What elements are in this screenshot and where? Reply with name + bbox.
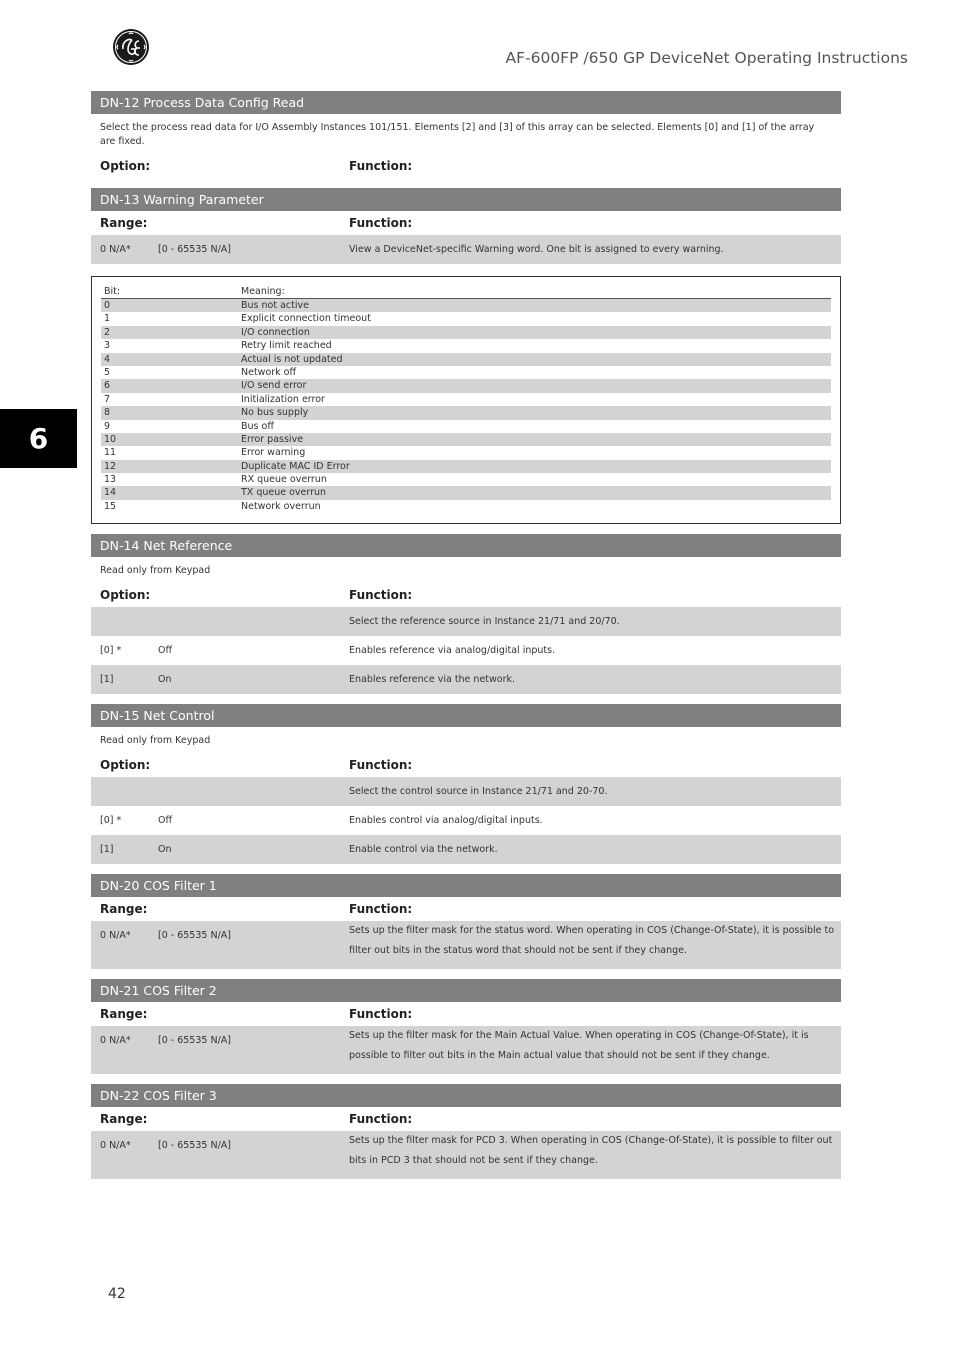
function-label: Function: <box>349 216 413 230</box>
function-text: Sets up the filter mask for PCD 3. When operating in COS (Change-Of-State), it is possible to filter out bits in PCD 3 that should not be sent if they change. <box>349 1135 833 1166</box>
section-title: DN-22 COS Filter 3 <box>91 1084 841 1107</box>
function-text: Enables reference via analog/digital inputs. <box>349 645 556 657</box>
bit-number: 7 <box>104 393 111 405</box>
section-dn12 <box>91 91 841 178</box>
bit-table-row <box>101 500 831 513</box>
bit-table-header <box>101 285 831 299</box>
option-code: [1] <box>100 844 114 856</box>
section-dn20 <box>91 874 841 969</box>
range-label: Range: <box>100 1007 148 1022</box>
function-label: Function: <box>349 902 413 917</box>
bit-meaning: RX queue overrun <box>241 474 327 486</box>
bit-table-row <box>101 393 831 406</box>
bit-meaning: I/O connection <box>241 326 310 338</box>
function-label: Function: <box>349 1007 413 1022</box>
section-description: Read only from Keypad <box>100 565 211 577</box>
bit-number: 9 <box>104 420 111 432</box>
option-function-header <box>91 753 841 777</box>
bit-number: 8 <box>104 407 111 419</box>
section-title: DN-14 Net Reference <box>91 534 841 557</box>
bit-meaning: Explicit connection timeout <box>241 313 371 325</box>
option-row <box>91 806 841 835</box>
option-name: On <box>158 844 172 856</box>
bit-table-row <box>101 379 831 392</box>
range-function-header <box>91 211 841 235</box>
function-label: Function: <box>349 588 413 603</box>
default-value: 0 N/A* <box>100 1140 131 1152</box>
section-dn21 <box>91 979 841 1074</box>
bit-meaning: Initialization error <box>241 393 325 405</box>
option-row <box>91 636 841 665</box>
bit-meaning: Actual is not updated <box>241 353 343 365</box>
bit-meaning: Bus not active <box>241 300 309 311</box>
bit-meaning: Error passive <box>241 433 304 445</box>
bit-table-row <box>101 420 831 433</box>
option-code: [1] <box>100 674 114 686</box>
option-name: Off <box>158 815 173 827</box>
range-value: [0 - 65535 N/A] <box>158 244 231 255</box>
range-value: [0 - 65535 N/A] <box>158 930 231 942</box>
function-text: View a DeviceNet-specific Warning word. One bit is assigned to every warning. <box>349 244 724 255</box>
bit-number: 3 <box>104 340 111 352</box>
bit-number: 15 <box>104 500 117 512</box>
function-text: Enables control via analog/digital inputs. <box>349 815 543 827</box>
bit-number: 11 <box>104 447 117 459</box>
bit-meaning: Retry limit reached <box>241 340 332 352</box>
range-value: [0 - 65535 N/A] <box>158 1140 231 1152</box>
bit-number: 13 <box>104 474 117 486</box>
option-function-header <box>91 583 841 607</box>
function-text: Enable control via the network. <box>349 844 498 856</box>
bit-table-row <box>101 299 831 312</box>
option-code: [0] * <box>100 815 122 827</box>
bit-table-row <box>101 473 831 486</box>
bit-number: 2 <box>104 326 111 338</box>
range-row <box>91 921 841 969</box>
bit-number: 10 <box>104 433 117 445</box>
document-title: AF-600FP /650 GP DeviceNet Operating Instructions <box>505 49 908 67</box>
bit-number: 12 <box>104 460 117 472</box>
option-label: Option: <box>100 758 151 773</box>
main-content <box>91 91 841 1189</box>
function-text: Select the reference source in Instance 21/71 and 20/70. <box>349 616 620 628</box>
bit-number: 4 <box>104 353 111 365</box>
bit-number: 5 <box>104 366 111 378</box>
range-row <box>91 1131 841 1179</box>
section-dn13 <box>91 188 841 264</box>
bit-number: 14 <box>104 487 117 499</box>
section-dn14 <box>91 534 841 694</box>
bit-header: Bit: <box>104 286 121 297</box>
bit-table-row <box>101 339 831 352</box>
ge-logo-icon <box>112 28 150 66</box>
bit-table-row <box>101 326 831 339</box>
option-row <box>91 665 841 694</box>
option-name: Off <box>158 645 173 657</box>
function-text: Sets up the filter mask for the Main Actual Value. When operating in COS (Change-Of-State), it is possible to filter out bits in the Main actual value that should not be sent if they change. <box>349 1030 809 1061</box>
section-title: DN-20 COS Filter 1 <box>91 874 841 897</box>
option-label: Option: <box>100 588 151 603</box>
bit-table-row <box>101 446 831 459</box>
function-text: Select the control source in Instance 21/71 and 20-70. <box>349 786 608 798</box>
option-function-header <box>91 154 841 178</box>
chapter-tab: 6 <box>0 409 77 468</box>
bit-number: 1 <box>104 313 111 325</box>
function-label: Function: <box>349 758 413 773</box>
option-intro-row <box>91 607 841 636</box>
bit-table-row <box>101 406 831 419</box>
section-dn22 <box>91 1084 841 1179</box>
default-value: 0 N/A* <box>100 1035 131 1047</box>
bit-meaning: Bus off <box>241 420 274 432</box>
section-title: DN-13 Warning Parameter <box>91 188 841 211</box>
section-title: DN-12 Process Data Config Read <box>91 91 841 114</box>
bit-table-row <box>101 486 831 499</box>
function-text: Enables reference via the network. <box>349 674 516 686</box>
section-title: DN-21 COS Filter 2 <box>91 979 841 1002</box>
section-description: Read only from Keypad <box>100 735 211 747</box>
option-label: Option: <box>100 159 151 173</box>
warning-bit-table <box>91 276 841 524</box>
bit-table-row <box>101 460 831 473</box>
bit-meaning: Error warning <box>241 447 306 459</box>
range-label: Range: <box>100 216 148 230</box>
bit-number: 0 <box>104 300 111 311</box>
bit-meaning: I/O send error <box>241 380 307 392</box>
bit-meaning: No bus supply <box>241 407 309 419</box>
bit-table-row <box>101 433 831 446</box>
section-description: Select the process read data for I/O Assembly Instances 101/151. Elements [2] and [3] of this array can be selected. Elements [0] and [1] of the array are fixed. <box>100 122 815 147</box>
bit-number: 6 <box>104 380 111 392</box>
meaning-header: Meaning: <box>241 286 285 297</box>
function-text: Sets up the filter mask for the status word. When operating in COS (Change-Of-State), it is possible to filter out bits in the status word that should not be sent if they change. <box>349 925 835 956</box>
range-label: Range: <box>100 1112 148 1127</box>
range-value: [0 - 65535 N/A] <box>158 1035 231 1047</box>
bit-meaning: Duplicate MAC ID Error <box>241 460 350 472</box>
bit-table-row <box>101 353 831 366</box>
page-number: 42 <box>108 1286 126 1302</box>
default-value: 0 N/A* <box>100 930 131 942</box>
option-code: [0] * <box>100 645 122 657</box>
bit-meaning: Network off <box>241 366 297 378</box>
option-row <box>91 835 841 864</box>
bit-table-row <box>101 366 831 379</box>
range-row <box>91 1026 841 1074</box>
option-name: On <box>158 674 172 686</box>
range-row <box>91 235 841 264</box>
default-value: 0 N/A* <box>100 244 131 255</box>
option-intro-row <box>91 777 841 806</box>
section-title: DN-15 Net Control <box>91 704 841 727</box>
bit-meaning: TX queue overrun <box>241 487 327 499</box>
bit-table-body <box>101 299 831 513</box>
range-label: Range: <box>100 902 148 917</box>
bit-table-row <box>101 312 831 325</box>
function-label: Function: <box>349 159 413 173</box>
section-dn15 <box>91 704 841 864</box>
bit-meaning: Network overrun <box>241 500 321 512</box>
function-label: Function: <box>349 1112 413 1127</box>
